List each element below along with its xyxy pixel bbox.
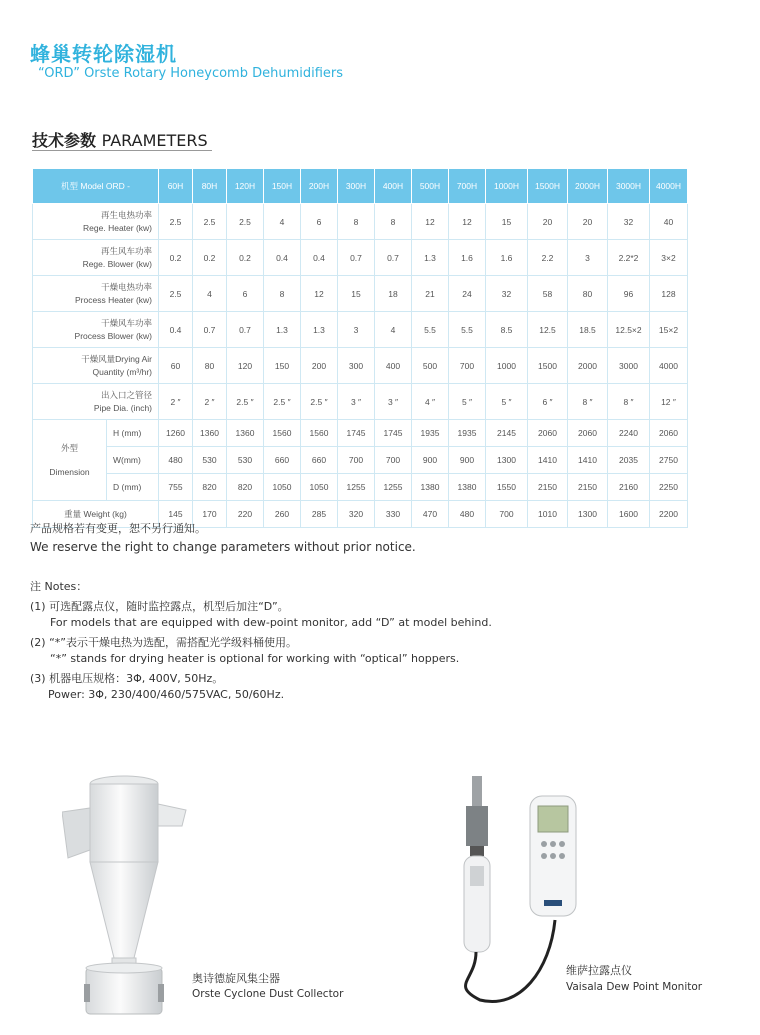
table-cell: 12	[449, 204, 486, 240]
page-subtitle: “ORD” Orste Rotary Honeycomb Dehumidifiers	[38, 66, 344, 81]
table-cell: 480	[159, 447, 193, 474]
table-cell: 1255	[338, 474, 375, 501]
table-cell: 1.6	[449, 240, 486, 276]
table-cell: 2.5	[227, 204, 264, 240]
model-header-2000h: 2000H	[568, 169, 608, 204]
row-label-en: Process Heater (kw)	[75, 294, 152, 305]
table-cell: 1380	[449, 474, 486, 501]
table-cell: 0.7	[338, 240, 375, 276]
table-cell: 2035	[608, 447, 650, 474]
table-cell: 2145	[486, 420, 528, 447]
table-cell: 1360	[193, 420, 227, 447]
table-cell: 2.5 ″	[301, 384, 338, 420]
table-cell: 4	[375, 312, 412, 348]
parameters-table	[32, 168, 688, 528]
table-cell: 1.6	[486, 240, 528, 276]
weight-label: 重量 Weight (kg)	[33, 501, 159, 528]
table-cell: 18	[375, 276, 412, 312]
table-cell: 1.3	[412, 240, 449, 276]
table-cell: 1.3	[301, 312, 338, 348]
table-cell: 2.5	[193, 204, 227, 240]
table-row	[33, 384, 688, 420]
cyclone-caption-en: Orste Cyclone Dust Collector	[192, 988, 344, 1000]
table-cell: 12	[412, 204, 449, 240]
note-2-en: “*” stands for drying heater is optional for working with “optical” hoppers.	[50, 652, 460, 665]
table-cell: 5.5	[412, 312, 449, 348]
table-cell: 18.5	[568, 312, 608, 348]
model-header-80h: 80H	[193, 169, 227, 204]
table-cell: 0.2	[227, 240, 264, 276]
note-1-en: For models that are equipped with dew-point monitor, add “D” at model behind.	[50, 616, 492, 629]
table-cell: 2160	[608, 474, 650, 501]
cyclone-dust-collector-image	[62, 770, 192, 1020]
model-header-1500h: 1500H	[528, 169, 568, 204]
table-cell: 1360	[227, 420, 264, 447]
table-cell: 128	[650, 276, 688, 312]
table-cell: 220	[227, 501, 264, 528]
table-cell: 3000	[608, 348, 650, 384]
table-cell: 8	[375, 204, 412, 240]
note-3-en: Power: 3Φ, 230/400/460/575VAC, 50/60Hz.	[48, 688, 285, 701]
table-cell: 1010	[528, 501, 568, 528]
note-1-cn: (1) 可选配露点仪，随时监控露点，机型后加注“D”。	[30, 600, 289, 613]
table-cell: 0.7	[227, 312, 264, 348]
table-cell: 2.5 ″	[264, 384, 301, 420]
table-cell: 470	[412, 501, 449, 528]
table-cell: 1000	[486, 348, 528, 384]
table-cell: 530	[193, 447, 227, 474]
table-cell: 480	[449, 501, 486, 528]
table-cell: 1935	[412, 420, 449, 447]
table-cell: 1745	[375, 420, 412, 447]
table-header-row	[33, 169, 688, 204]
row-label	[33, 204, 159, 240]
row-label-en: Process Blower (kw)	[74, 330, 152, 341]
table-cell: 660	[264, 447, 301, 474]
row-label-en: Rege. Heater (kw)	[83, 222, 152, 233]
table-cell: 21	[412, 276, 449, 312]
table-cell: 2060	[528, 420, 568, 447]
table-cell: 1745	[338, 420, 375, 447]
model-header-400h: 400H	[375, 169, 412, 204]
section-heading	[32, 128, 208, 151]
model-header-200h: 200H	[301, 169, 338, 204]
table-cell: 530	[227, 447, 264, 474]
table-cell: 320	[338, 501, 375, 528]
dimension-sub-label: W(mm)	[107, 447, 159, 474]
table-cell: 820	[193, 474, 227, 501]
table-cell: 900	[412, 447, 449, 474]
table-cell: 15	[338, 276, 375, 312]
table-cell: 5 ″	[486, 384, 528, 420]
table-row	[33, 420, 688, 447]
row-label-cn: 干燥风量Drying Air	[81, 353, 152, 364]
model-header-4000h: 4000H	[650, 169, 688, 204]
table-cell: 4	[264, 204, 301, 240]
table-cell: 755	[159, 474, 193, 501]
table-cell: 6	[227, 276, 264, 312]
table-cell: 300	[338, 348, 375, 384]
model-header-60h: 60H	[159, 169, 193, 204]
table-cell: 0.4	[301, 240, 338, 276]
dimension-label-en: Dimension	[49, 467, 90, 477]
table-cell: 8	[264, 276, 301, 312]
dimension-label-cn: 外型	[60, 443, 78, 453]
table-cell: 2250	[650, 474, 688, 501]
table-cell: 2060	[650, 420, 688, 447]
row-label-cn: 再生电热功率	[100, 209, 152, 220]
table-cell: 3	[568, 240, 608, 276]
row-label-en: Quantity (m³/hr)	[92, 366, 152, 377]
disclaimer-en: We reserve the right to change parameters without prior notice.	[30, 540, 416, 554]
model-header-cell: 机型 Model ORD -	[33, 169, 159, 204]
table-cell: 1255	[375, 474, 412, 501]
dimension-sub-label: H (mm)	[107, 420, 159, 447]
table-cell: 3 ″	[338, 384, 375, 420]
table-cell: 700	[338, 447, 375, 474]
table-cell: 700	[449, 348, 486, 384]
section-underline	[32, 150, 212, 151]
table-cell: 1300	[486, 447, 528, 474]
table-cell: 2.5	[159, 276, 193, 312]
table-cell: 0.2	[159, 240, 193, 276]
table-row	[33, 474, 688, 501]
section-heading-cn: 技术参数	[32, 131, 97, 150]
table-cell: 1260	[159, 420, 193, 447]
table-cell: 1300	[568, 501, 608, 528]
table-cell: 1.3	[264, 312, 301, 348]
table-cell: 5 ″	[449, 384, 486, 420]
table-cell: 170	[193, 501, 227, 528]
table-cell: 15	[486, 204, 528, 240]
table-cell: 900	[449, 447, 486, 474]
row-label-en: Rege. Blower (kw)	[82, 258, 152, 269]
model-header-150h: 150H	[264, 169, 301, 204]
table-cell: 1600	[608, 501, 650, 528]
table-cell: 40	[650, 204, 688, 240]
table-cell: 2.2*2	[608, 240, 650, 276]
table-cell: 4000	[650, 348, 688, 384]
model-header-700h: 700H	[449, 169, 486, 204]
table-cell: 2.2	[528, 240, 568, 276]
table-row	[33, 276, 688, 312]
table-cell: 4 ″	[412, 384, 449, 420]
dimension-group-label	[33, 420, 107, 501]
row-label	[33, 240, 159, 276]
table-cell: 12.5×2	[608, 312, 650, 348]
table-cell: 80	[193, 348, 227, 384]
table-cell: 0.4	[159, 312, 193, 348]
page-title: 蜂巢转轮除湿机	[30, 42, 177, 66]
table-cell: 1500	[528, 348, 568, 384]
model-header-500h: 500H	[412, 169, 449, 204]
table-cell: 0.7	[375, 240, 412, 276]
disclaimer-cn: 产品规格若有变更，恕不另行通知。	[30, 522, 206, 535]
table-cell: 12	[301, 276, 338, 312]
row-label	[33, 276, 159, 312]
table-cell: 32	[486, 276, 528, 312]
table-cell: 20	[528, 204, 568, 240]
note-2-cn: (2) “*”表示干燥电热为选配，需搭配光学级料桶使用。	[30, 636, 297, 649]
table-cell: 2200	[650, 501, 688, 528]
dimension-sub-label: D (mm)	[107, 474, 159, 501]
table-cell: 2150	[568, 474, 608, 501]
table-cell: 8	[338, 204, 375, 240]
model-header-3000h: 3000H	[608, 169, 650, 204]
row-label-cn: 出入口之管径	[100, 389, 152, 400]
table-cell: 1410	[568, 447, 608, 474]
table-cell: 1560	[301, 420, 338, 447]
table-cell: 15×2	[650, 312, 688, 348]
row-label	[33, 348, 159, 384]
row-label	[33, 384, 159, 420]
table-cell: 12 ″	[650, 384, 688, 420]
table-row	[33, 348, 688, 384]
table-cell: 6	[301, 204, 338, 240]
section-heading-en: PARAMETERS	[101, 131, 208, 150]
table-cell: 0.2	[193, 240, 227, 276]
table-cell: 2 ″	[159, 384, 193, 420]
table-cell: 1550	[486, 474, 528, 501]
table-cell: 145	[159, 501, 193, 528]
row-label-cn: 再生风车功率	[100, 245, 152, 256]
table-cell: 700	[486, 501, 528, 528]
model-header-300h: 300H	[338, 169, 375, 204]
table-row	[33, 240, 688, 276]
table-cell: 260	[264, 501, 301, 528]
table-cell: 80	[568, 276, 608, 312]
table-cell: 4	[193, 276, 227, 312]
table-cell: 700	[375, 447, 412, 474]
table-cell: 8 ″	[608, 384, 650, 420]
table-cell: 2060	[568, 420, 608, 447]
table-cell: 60	[159, 348, 193, 384]
table-cell: 2 ″	[193, 384, 227, 420]
row-label-en: Pipe Dia. (inch)	[93, 402, 152, 413]
table-cell: 1935	[449, 420, 486, 447]
table-cell: 12.5	[528, 312, 568, 348]
spacer	[33, 455, 106, 465]
row-label-cn: 干燥风车功率	[100, 317, 152, 328]
table-cell: 1050	[264, 474, 301, 501]
table-cell: 20	[568, 204, 608, 240]
table-cell: 1560	[264, 420, 301, 447]
table-cell: 1050	[301, 474, 338, 501]
table-cell: 1380	[412, 474, 449, 501]
table-cell: 6 ″	[528, 384, 568, 420]
model-header-120h: 120H	[227, 169, 264, 204]
row-label-cn: 干燥电热功率	[100, 281, 152, 292]
model-header-1000h: 1000H	[486, 169, 528, 204]
table-cell: 0.4	[264, 240, 301, 276]
monitor-caption-en: Vaisala Dew Point Monitor	[566, 981, 703, 993]
table-row	[33, 447, 688, 474]
table-cell: 2.5 ″	[227, 384, 264, 420]
table-cell: 3	[338, 312, 375, 348]
table-cell: 2.5	[159, 204, 193, 240]
notes-title: 注 Notes：	[30, 580, 88, 593]
table-cell: 3 ″	[375, 384, 412, 420]
table-cell: 58	[528, 276, 568, 312]
cyclone-caption-cn: 奥诗德旋风集尘器	[192, 972, 280, 985]
note-3-cn: (3) 机器电压规格：3Φ, 400V, 50Hz。	[30, 672, 224, 685]
table-cell: 2750	[650, 447, 688, 474]
table-cell: 96	[608, 276, 650, 312]
table-cell: 820	[227, 474, 264, 501]
table-cell: 500	[412, 348, 449, 384]
table-cell: 330	[375, 501, 412, 528]
table-cell: 0.7	[193, 312, 227, 348]
table-cell: 2000	[568, 348, 608, 384]
monitor-caption-cn: 维萨拉露点仪	[566, 964, 632, 977]
table-cell: 285	[301, 501, 338, 528]
table-cell: 32	[608, 204, 650, 240]
table-cell: 2150	[528, 474, 568, 501]
table-row	[33, 312, 688, 348]
table-cell: 8 ″	[568, 384, 608, 420]
table-cell: 5.5	[449, 312, 486, 348]
table-cell: 150	[264, 348, 301, 384]
table-cell: 120	[227, 348, 264, 384]
table-cell: 400	[375, 348, 412, 384]
table-cell: 3×2	[650, 240, 688, 276]
table-cell: 24	[449, 276, 486, 312]
table-row	[33, 204, 688, 240]
table-cell: 1410	[528, 447, 568, 474]
table-cell: 2240	[608, 420, 650, 447]
table-cell: 8.5	[486, 312, 528, 348]
table-cell: 660	[301, 447, 338, 474]
table-cell: 200	[301, 348, 338, 384]
row-label	[33, 312, 159, 348]
